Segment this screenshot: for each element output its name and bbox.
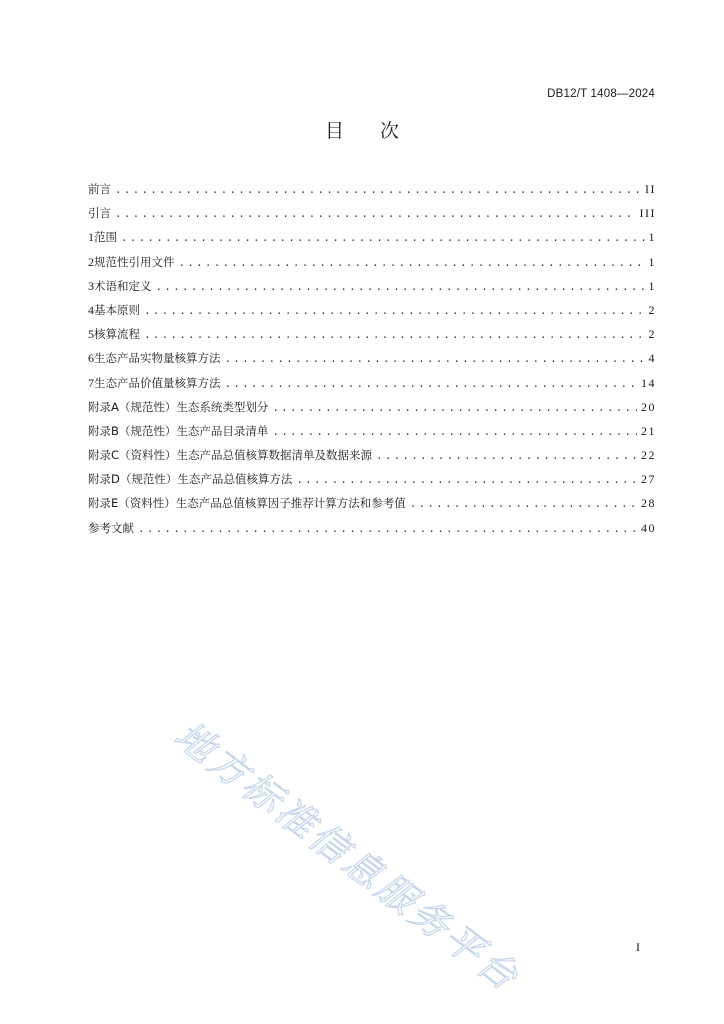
toc-entry-title: 基本原则 [94,302,140,317]
toc-leader-dots [272,403,637,415]
toc-leader-dots [115,209,636,221]
toc-entry-page: 2 [648,302,656,317]
toc-entry-page: 22 [641,448,656,463]
toc-entry-appendix-label: 附录D（规范性） [88,472,178,487]
toc-entry-number: 1 [88,230,94,245]
toc-entry[interactable] [88,254,656,278]
toc-leader-dots [121,233,645,245]
toc-entry[interactable] [88,229,656,253]
toc-entry-page: 1 [648,230,656,245]
toc-entry[interactable] [88,399,656,423]
toc-entry-page: 21 [641,423,656,438]
toc-leader-dots [296,475,637,487]
toc-entry-title: 生态产品总值核算方法 [177,472,293,487]
toc-entry-title: 核算流程 [94,327,140,342]
toc-entry[interactable] [88,520,656,544]
toc-entry-title: 生态产品价值量核算方法 [94,375,221,390]
toc-entry-page: II [645,182,656,196]
toc-entry-title: 参考文献 [88,520,134,535]
toc-leader-dots [144,330,645,342]
toc-entry[interactable] [88,375,656,399]
toc-entry-page: III [639,206,656,221]
page-title: 目次 [324,120,435,142]
toc-entry-appendix-label: 附录A（规范性） [88,399,177,414]
toc-leader-dots [225,379,638,391]
toc-entry-title: 引言 [88,206,111,221]
toc-entry[interactable] [88,350,656,374]
toc-entry-number: 7 [88,375,94,390]
toc-entry[interactable] [88,302,656,326]
toc-leader-dots [156,282,645,294]
toc-entry-number: 5 [88,327,94,342]
toc-entry-title: 生态产品总值核算因子推荐计算方法和参考值 [175,496,406,511]
toc-entry[interactable] [88,326,656,350]
toc-entry-page: 1 [648,254,656,269]
toc-entry-title: 生态产品总值核算数据清单及数据来源 [176,448,373,463]
toc-entry[interactable] [88,205,656,229]
toc-entry[interactable] [88,471,656,495]
toc-entry[interactable] [88,423,656,447]
toc-entry-page: 20 [641,399,656,414]
toc-entry[interactable] [88,278,656,302]
toc-entry-page: 14 [641,375,656,390]
toc-entry-appendix-label: 附录B（规范性） [88,423,177,438]
toc-entry[interactable] [88,181,656,205]
toc-entry-number: 3 [88,278,94,293]
toc-entry-title: 术语和定义 [94,278,152,293]
toc-entry-appendix-label: 附录C（资料性） [88,448,177,463]
toc-leader-dots [115,185,641,197]
toc-entry-title: 前言 [88,182,111,196]
document-code: DB12/T 1408—2024 [547,88,655,100]
toc-entry-page: 27 [641,472,656,487]
toc-entry-title: 规范性引用文件 [94,254,175,269]
toc-entry-page: 2 [648,327,656,342]
table-of-contents [88,181,656,544]
toc-leader-dots [272,427,637,439]
toc-entry[interactable] [88,495,656,519]
toc-entry-title: 范围 [94,230,117,245]
toc-leader-dots [410,499,637,511]
toc-entry[interactable] [88,447,656,471]
toc-leader-dots [144,306,645,318]
toc-entry-page: 4 [648,351,656,366]
toc-entry-number: 4 [88,302,94,317]
toc-leader-dots [225,354,645,366]
toc-leader-dots [376,451,637,463]
toc-entry-page: 40 [641,520,656,535]
toc-entry-page: 28 [641,496,656,511]
toc-entry-number: 6 [88,351,94,366]
toc-leader-dots [179,258,645,270]
toc-entry-title: 生态产品实物量核算方法 [94,351,221,366]
toc-entry-number: 2 [88,254,94,269]
toc-entry-appendix-label: 附录E（资料性） [88,496,176,511]
toc-entry-page: 1 [648,278,656,293]
toc-leader-dots [138,524,637,536]
toc-entry-title: 生态系统类型划分 [176,399,269,414]
toc-entry-title: 生态产品目录清单 [176,423,269,438]
watermark: 地方标准信息服务平台 [166,712,529,1001]
page-number: I [636,940,640,954]
